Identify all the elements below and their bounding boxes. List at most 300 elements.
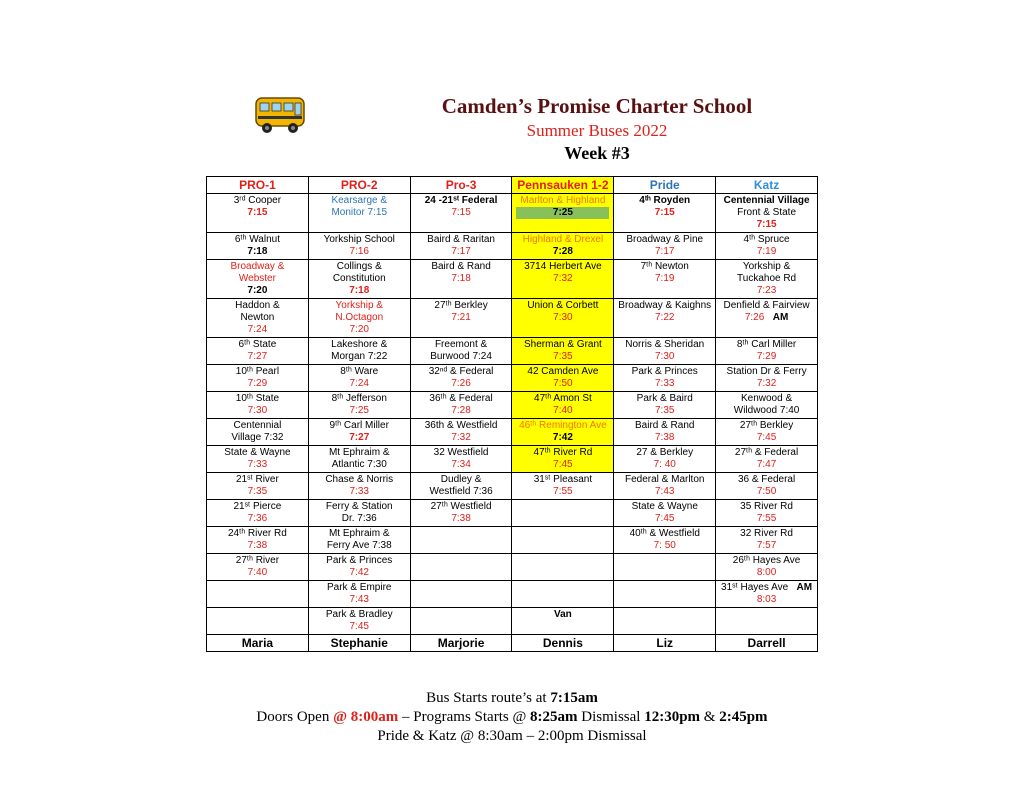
table-row [207, 554, 818, 581]
cell-text: 27ᵗʰ Berkley [434, 300, 488, 311]
stop-time [717, 459, 816, 471]
stop-time [310, 594, 409, 606]
page-title: Camden’s Promise Charter School [441, 94, 753, 118]
cell-text: 21ˢᵗ Pierce [233, 501, 282, 512]
stop-location [412, 501, 511, 513]
footer-line-2 [0, 709, 1024, 726]
stop-location [208, 366, 307, 378]
cell-text: Federal & Marlton [624, 474, 705, 485]
stop-time [412, 513, 511, 525]
cell-text: Union & Corbett [527, 300, 599, 311]
footer-line-3: Pride & Katz @ 8:30am – 2:00pm Dismissal [377, 728, 647, 744]
cell-text: Atlantic 7:30 [331, 459, 387, 470]
stop-cell [410, 473, 512, 500]
stop-time [310, 486, 409, 498]
stop-location [208, 234, 307, 246]
stop-cell [410, 446, 512, 473]
footer-line-1 [0, 690, 1024, 707]
cell-text: 7:20 [247, 285, 268, 296]
stop-location [412, 339, 511, 351]
cell-text: Sherman & Grant [523, 339, 602, 350]
stop-cell [308, 299, 410, 338]
stop-cell [614, 260, 716, 299]
cell-text: Ferry & Station [325, 501, 393, 512]
stop-cell [716, 365, 818, 392]
stop-location [717, 195, 816, 207]
cell-text: 21ˢᵗ River [235, 474, 279, 485]
stop-time [412, 273, 511, 285]
stop-location [717, 339, 816, 351]
stop-cell [512, 365, 614, 392]
stop-time [412, 432, 511, 444]
stop-location [310, 501, 409, 513]
stop-location [208, 447, 307, 459]
stop-time [615, 405, 714, 417]
stop-time [513, 486, 612, 498]
table-row [207, 581, 818, 608]
stop-cell [716, 299, 818, 338]
stop-cell [207, 233, 309, 260]
cell-text: 7:55 [756, 513, 777, 524]
stop-time [615, 459, 714, 471]
stop-cell [716, 194, 818, 233]
stop-cell [207, 299, 309, 338]
column-header: Pride [614, 177, 716, 194]
stop-location [310, 366, 409, 378]
cell-text: Wildwood 7:40 [733, 405, 800, 416]
cell-text: 7:18 [247, 246, 268, 257]
stop-location [615, 393, 714, 405]
header-row [207, 177, 818, 194]
stop-cell [614, 233, 716, 260]
stop-cell [614, 473, 716, 500]
stop-time [208, 459, 307, 471]
cell-text: 7:40 [247, 567, 268, 578]
stop-cell [410, 392, 512, 419]
stop-cell [716, 446, 818, 473]
cell-text: 42 Camden Ave [527, 366, 599, 377]
stop-time [513, 273, 612, 285]
stop-time [310, 405, 409, 417]
stop-cell [614, 608, 716, 635]
cell-text: 7:43 [349, 594, 369, 605]
stop-time [310, 432, 409, 444]
week-label: Week #3 [564, 143, 630, 163]
stop-cell [308, 194, 410, 233]
stop-cell [410, 338, 512, 365]
cell-text: 7ᵗʰ Newton [640, 261, 689, 272]
stop-cell [308, 233, 410, 260]
stop-location [717, 474, 816, 486]
stop-cell [308, 608, 410, 635]
cell-text: 7:57 [756, 540, 777, 551]
stop-location [717, 501, 816, 513]
stop-location [717, 366, 816, 378]
cell-text: Park & Baird [636, 393, 693, 404]
stop-time [615, 351, 714, 363]
stop-cell [512, 473, 614, 500]
stop-location [412, 474, 511, 486]
stop-cell [512, 299, 614, 338]
cell-text: Lakeshore & [331, 339, 388, 350]
stop-cell [614, 554, 716, 581]
cell-text: 32 River Rd [740, 528, 793, 539]
stop-cell [207, 446, 309, 473]
stop-cell [716, 473, 818, 500]
cell-text: Park & Bradley [325, 609, 393, 620]
stop-location [615, 261, 714, 273]
cell-text: Centennial [233, 420, 282, 431]
stop-cell [207, 194, 309, 233]
stop-location [310, 555, 409, 567]
stop-time [208, 405, 307, 417]
stop-location [412, 261, 511, 273]
stop-location [310, 234, 409, 246]
cell-text: 27 & Berkley [636, 447, 694, 458]
stop-location [208, 393, 307, 405]
stop-cell [410, 527, 512, 554]
stop-time [412, 312, 511, 324]
stop-location [717, 234, 816, 246]
cell-text: Kearsarge & [331, 195, 388, 206]
cell-text: 7:27 [349, 432, 370, 443]
driver-name: Darrell [716, 635, 818, 652]
stop-location [615, 339, 714, 351]
schedule-body [207, 194, 818, 635]
stop-time [717, 486, 816, 498]
cell-text: 7:32 [553, 273, 573, 284]
cell-text: State & Wayne [631, 501, 698, 512]
stop-time [717, 312, 816, 324]
stop-time [310, 351, 409, 363]
stop-location [513, 261, 612, 273]
stop-time [310, 207, 409, 219]
stop-location [615, 474, 714, 486]
table-row [207, 365, 818, 392]
cell-text: Ferry Ave 7:38 [326, 540, 392, 551]
stop-cell [614, 419, 716, 446]
stop-cell [614, 581, 716, 608]
stop-location [513, 420, 612, 432]
stop-cell [410, 233, 512, 260]
stop-time [310, 621, 409, 633]
stop-cell [614, 527, 716, 554]
cell-text: Baird & Raritan [427, 234, 495, 245]
cell-text: 7:16 [349, 246, 369, 257]
stop-cell [308, 446, 410, 473]
stop-cell [716, 581, 818, 608]
cell-text: 4ᵗʰ Spruce [743, 234, 790, 245]
stop-time [513, 207, 612, 219]
stop-location [208, 339, 307, 351]
cell-text: Norris & Sheridan [625, 339, 705, 350]
cell-text: Dudley & [440, 474, 482, 485]
stop-cell [716, 554, 818, 581]
stop-cell [410, 365, 512, 392]
stop-cell [512, 194, 614, 233]
cell-text: 7:18 [451, 273, 471, 284]
cell-text: Tuckahoe Rd [737, 273, 797, 284]
cell-text: Collings & [336, 261, 382, 272]
column-header: Pro-3 [410, 177, 512, 194]
stop-location [310, 339, 409, 351]
stop-cell [716, 338, 818, 365]
cell-text: 47ᵗʰ Amon St [534, 393, 592, 404]
stop-cell [410, 608, 512, 635]
stop-time [310, 246, 409, 258]
stop-location [208, 528, 307, 540]
cell-text: 31ˢᵗ Hayes Ave [721, 582, 789, 593]
stop-time [208, 432, 307, 444]
stop-cell [207, 554, 309, 581]
stop-time [615, 513, 714, 525]
stop-location [615, 300, 714, 312]
cell-text: Yorkship School [323, 234, 395, 245]
cell-text: Village 7:32 [231, 432, 284, 443]
stop-cell [207, 419, 309, 446]
cell-text: 8ᵗʰ Carl Miller [736, 339, 797, 350]
table-row [207, 473, 818, 500]
stop-location [717, 420, 816, 432]
cell-text: 7:24 [349, 378, 369, 389]
stop-time [310, 324, 409, 336]
stop-location [412, 447, 511, 459]
stop-cell [614, 194, 716, 233]
stop-location [717, 555, 816, 567]
cell-text: 7:28 [552, 246, 573, 257]
stop-location [310, 261, 409, 273]
cell-text: Newton [240, 312, 275, 323]
cell-text: 7:24 [247, 324, 268, 335]
cell-text: 7:20 [349, 324, 369, 335]
stop-cell [308, 419, 410, 446]
cell-text: Mt Ephraim & [328, 447, 390, 458]
table-row [207, 527, 818, 554]
cell-text: Baird & Rand [431, 261, 491, 272]
stop-time [717, 273, 816, 285]
cell-text: Webster [238, 273, 276, 284]
footer-text: – Programs Starts @ [398, 709, 531, 725]
cell-text: Broadway & Pine [626, 234, 704, 245]
driver-name: Stephanie [308, 635, 410, 652]
stop-cell [207, 392, 309, 419]
cell-text: 47ᵗʰ River Rd [533, 447, 593, 458]
cell-text: 7:17 [451, 246, 471, 257]
stop-location [717, 528, 816, 540]
stop-time [717, 207, 816, 219]
stop-time [615, 540, 714, 552]
cell-text: 7:45 [654, 513, 675, 524]
stop-time [513, 351, 612, 363]
stop-time [310, 273, 409, 285]
stop-cell [716, 608, 818, 635]
stop-time [208, 246, 307, 258]
stop-cell [716, 500, 818, 527]
stop-time [208, 351, 307, 363]
stop-time [412, 459, 511, 471]
stop-location [208, 300, 307, 312]
stop-time [412, 351, 511, 363]
stop-time [615, 207, 714, 219]
stop-cell [512, 446, 614, 473]
cell-text: 32ⁿᵈ & Federal [428, 366, 494, 377]
cell-text: Front & State [737, 207, 797, 218]
stop-time [717, 540, 816, 552]
cell-text: 7:25 [516, 207, 609, 219]
cell-text: 7:45 [756, 432, 777, 443]
table-row [207, 299, 818, 338]
stop-cell [716, 260, 818, 299]
cell-text: 7:21 [451, 312, 471, 323]
cell-text: 7:26 [451, 378, 471, 389]
stop-time [208, 273, 307, 285]
cell-text: 7:32 [451, 432, 471, 443]
cell-text: 32 Westfield [433, 447, 489, 458]
footer-time: @ 8:00am [333, 709, 399, 725]
stop-time [208, 324, 307, 336]
table-row [207, 194, 818, 233]
stop-time [717, 285, 816, 297]
stop-cell [207, 365, 309, 392]
stop-time [208, 312, 307, 324]
cell-text: Yorkship & [335, 300, 383, 311]
cell-text: 24ᵗʰ River Rd [228, 528, 287, 539]
stop-location [513, 474, 612, 486]
stop-location [513, 300, 612, 312]
stop-location [208, 555, 307, 567]
driver-name: Maria [207, 635, 309, 652]
stop-location [513, 234, 612, 246]
footer-text: Dismissal [577, 709, 645, 725]
stop-time [513, 378, 612, 390]
cell-text: 36ᵗʰ & Federal [429, 393, 493, 404]
stop-cell [308, 554, 410, 581]
stop-location [412, 366, 511, 378]
cell-text: 7:29 [756, 351, 777, 362]
cell-text: 7:17 [654, 246, 675, 257]
stop-location [208, 474, 307, 486]
stop-cell [512, 527, 614, 554]
stop-cell [308, 392, 410, 419]
cell-text: 8:03 [756, 594, 777, 605]
stop-location [412, 300, 511, 312]
cell-text: Marlton & Highland [520, 195, 606, 206]
stop-cell [207, 581, 309, 608]
stop-location [208, 501, 307, 513]
cell-text: Broadway & [230, 261, 285, 272]
cell-text: 7:55 [553, 486, 573, 497]
stop-time [513, 459, 612, 471]
stop-location [717, 393, 816, 405]
stop-time [717, 594, 816, 606]
cell-text: 35 River Rd [740, 501, 793, 512]
stop-location [513, 447, 612, 459]
stop-time [615, 486, 714, 498]
table-row [207, 338, 818, 365]
stop-location [513, 366, 612, 378]
cell-text: 7:42 [552, 432, 573, 443]
column-header: PRO-1 [207, 177, 309, 194]
stop-location [208, 420, 307, 432]
stop-cell [614, 392, 716, 419]
cell-text: 7:15 [451, 207, 471, 218]
driver-name: Liz [614, 635, 716, 652]
cell-text: 7:33 [349, 486, 369, 497]
stop-cell [716, 233, 818, 260]
stop-cell [410, 554, 512, 581]
stop-cell [512, 233, 614, 260]
stop-location [717, 582, 816, 594]
cell-text: 4ᵗʰ Royden [639, 195, 691, 206]
cell-text: Park & Princes [326, 555, 393, 566]
stop-time [208, 285, 307, 297]
driver-name: Marjorie [410, 635, 512, 652]
stop-cell [512, 608, 614, 635]
stop-cell [207, 260, 309, 299]
footer-time: 12:30pm [644, 709, 701, 725]
stop-cell [308, 527, 410, 554]
cell-text: Constitution [332, 273, 386, 284]
stop-time [717, 513, 816, 525]
footer-time: 8:25am [530, 709, 578, 725]
stop-time [208, 207, 307, 219]
stop-time [412, 486, 511, 498]
table-row [207, 392, 818, 419]
stop-location [310, 195, 409, 207]
cell-text: 7:15 [247, 207, 268, 218]
stop-time [717, 351, 816, 363]
footer-text: & [700, 709, 720, 725]
cell-text: 7:15 [756, 219, 777, 230]
footer-text: Doors Open [256, 709, 334, 725]
stop-time [208, 486, 307, 498]
stop-location [717, 261, 816, 273]
cell-text: 7:45 [349, 621, 369, 632]
cell-text: Station Dr & Ferry [726, 366, 807, 377]
cell-text: 7:36 [247, 513, 268, 524]
stop-cell [512, 392, 614, 419]
stop-cell [716, 419, 818, 446]
cell-text: 7:22 [654, 312, 675, 323]
stop-cell [308, 365, 410, 392]
stop-cell [716, 392, 818, 419]
stop-location [310, 393, 409, 405]
cell-text: 7:45 [553, 459, 573, 470]
cell-text: 7:29 [247, 378, 268, 389]
stop-time [412, 207, 511, 219]
stop-time [717, 219, 816, 231]
cell-text: 3714 Herbert Ave [524, 261, 602, 272]
stop-cell [512, 419, 614, 446]
stop-cell [410, 500, 512, 527]
driver-row [207, 635, 818, 652]
cell-text: 3ʳᵈ Cooper [233, 195, 282, 206]
cell-text: 36 & Federal [737, 474, 796, 485]
stop-location [412, 195, 511, 207]
footer-time: 7:15am [550, 690, 598, 706]
stop-cell [207, 608, 309, 635]
stop-cell [410, 419, 512, 446]
cell-text: 8:00 [756, 567, 777, 578]
stop-time [513, 312, 612, 324]
stop-cell [410, 581, 512, 608]
cell-text: 7: 40 [653, 459, 676, 470]
cell-text: 7:38 [451, 513, 471, 524]
stop-time [513, 246, 612, 258]
stop-cell [614, 299, 716, 338]
stop-cell [308, 338, 410, 365]
cell-text: 7:23 [756, 285, 777, 296]
